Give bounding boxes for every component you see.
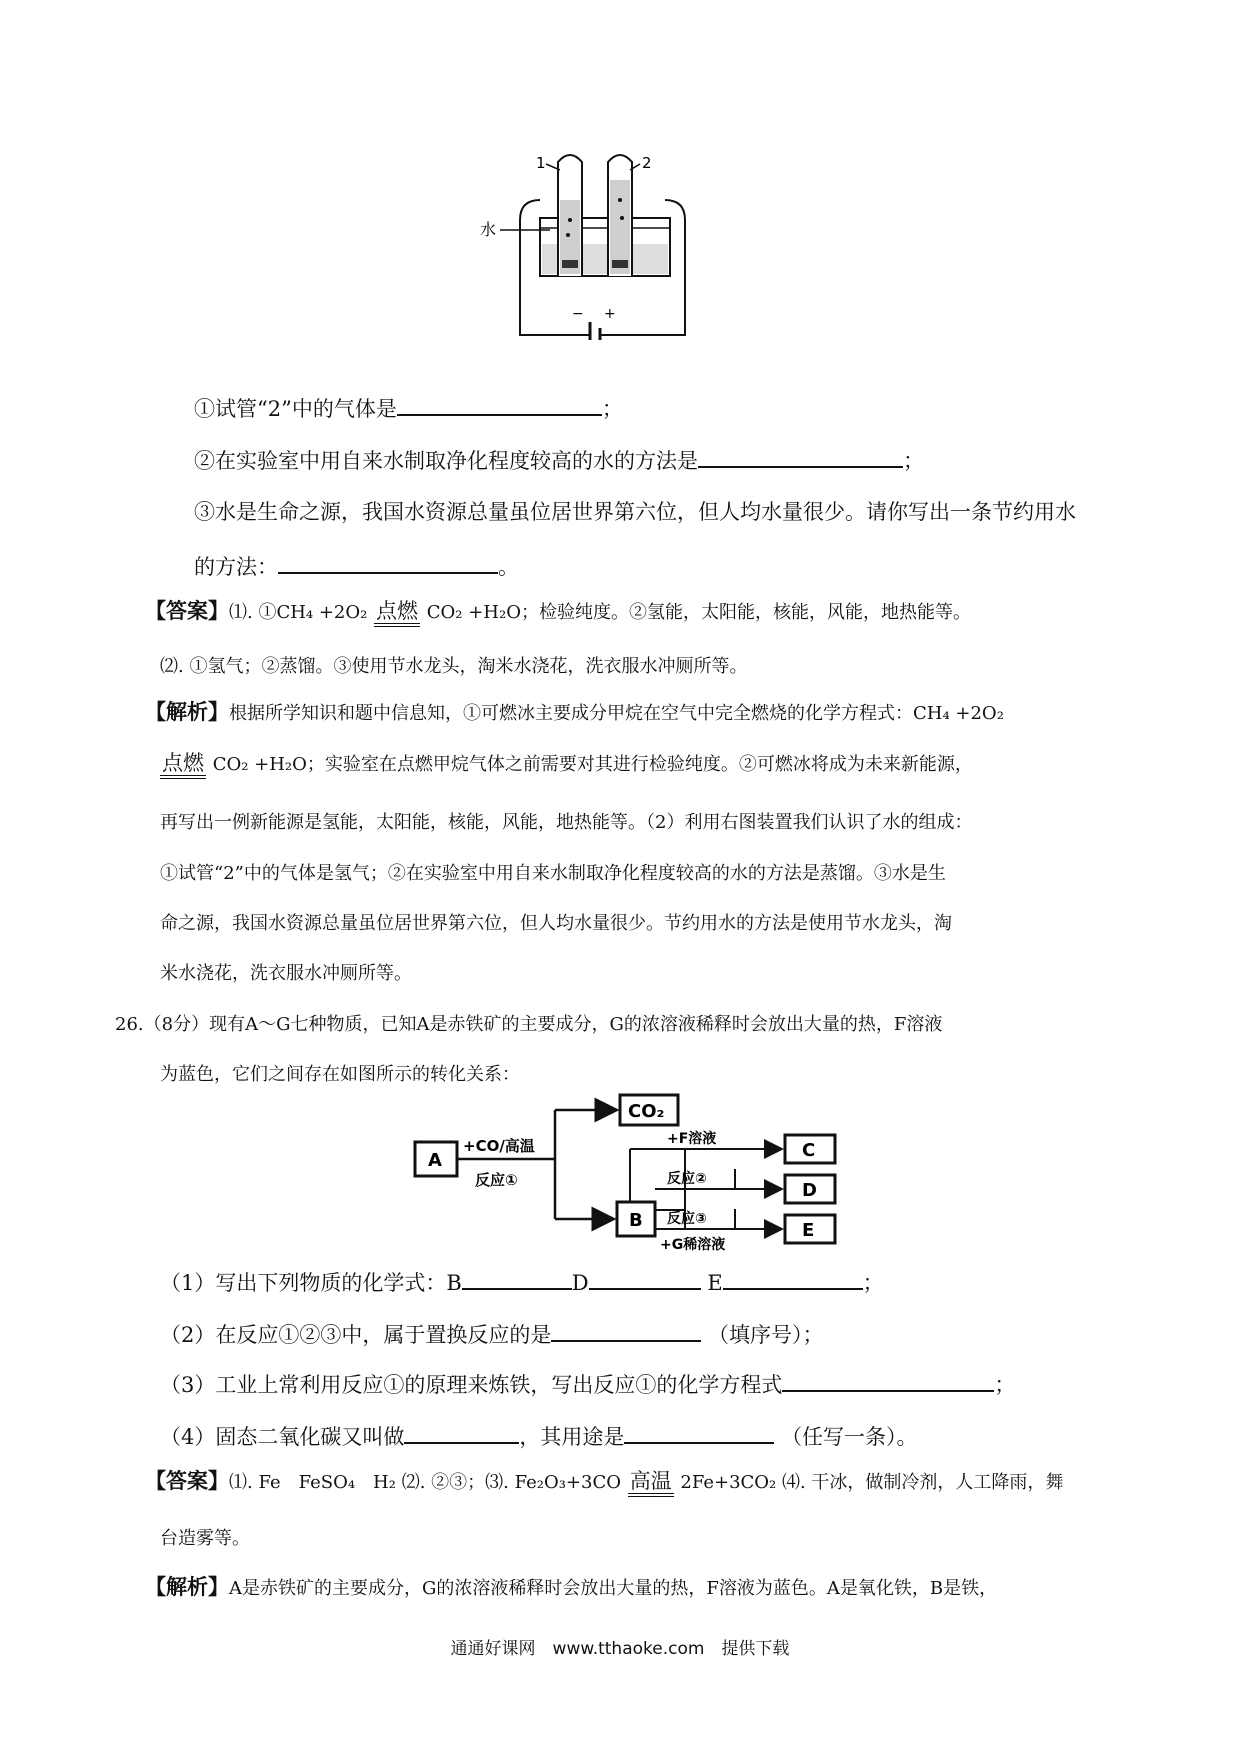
q26-sub3: （3）工业上常利用反应①的原理来炼铁，写出反应①的化学方程式 ； bbox=[160, 1368, 1015, 1400]
answer26-line2: 台造雾等。 bbox=[160, 1528, 250, 1549]
q26-sub1: （1）写出下列物质的化学式：B D E ； bbox=[160, 1266, 884, 1298]
arrow-r3-label: 反应③ bbox=[667, 1211, 707, 1227]
analysis25-line2: 点燃 CO₂ +H₂O；实验室在点燃甲烷气体之前需要对其进行检验纯度。②可燃冰将成为未来新能源， bbox=[160, 748, 973, 780]
box-co2-label: CO₂ bbox=[628, 1101, 665, 1122]
electrolysis-figure bbox=[480, 140, 720, 340]
answer25-line1: 【答案】⑴. ①CH₄ +2O₂ 点燃 CO₂ +H₂O；检验纯度。②氢能，太阳能，核能，风能，地热能等。 bbox=[145, 596, 971, 628]
blank-dry-ice[interactable] bbox=[404, 1420, 519, 1444]
q25-sub2-text: ②在实验室中用自来水制取净化程度较高的水的方法是 bbox=[194, 449, 698, 473]
battery-plus-label: + bbox=[604, 306, 616, 322]
box-a-label: A bbox=[428, 1150, 442, 1171]
blank-reaction[interactable] bbox=[551, 1318, 701, 1342]
tube-label-1: 1 bbox=[536, 154, 546, 172]
q25-sub2-blank[interactable] bbox=[698, 444, 903, 468]
q25-sub3: ③水是生命之源，我国水资源总量虽位居世界第六位，但人均水量很少。请你写出一条节约用水 bbox=[194, 500, 1076, 524]
analysis25-line3: 再写出一例新能源是氢能，太阳能，核能，风能，地热能等。（2）利用右图装置我们认识了水的组成： bbox=[160, 812, 973, 833]
battery-minus-label: − bbox=[572, 306, 584, 322]
blank-equation[interactable] bbox=[782, 1368, 994, 1392]
arrow-g-label: +G稀溶液 bbox=[660, 1237, 726, 1253]
condition-high-temp: 高温 bbox=[628, 1469, 674, 1497]
q25-sub1: ①试管“2”中的气体是 ； bbox=[194, 392, 623, 424]
arrow1-top-label: +CO/高温 bbox=[463, 1137, 535, 1155]
arrow-f-label: +F溶液 bbox=[667, 1131, 717, 1147]
analysis25-line1: 【解析】根据所学知识和题中信息知，①可燃冰主要成分甲烷在空气中完全燃烧的化学方程式：CH₄ +2O₂ bbox=[145, 699, 1004, 724]
answer25-line2: ⑵. ①氢气；②蒸馏。③使用节水龙头，淘米水浇花，洗衣服水冲厕所等。 bbox=[160, 656, 748, 677]
analysis25-line4: ①试管“2”中的气体是氢气；②在实验室中用自来水制取净化程度较高的水的方法是蒸馏。③水是生 bbox=[160, 863, 946, 884]
tube-label-2: 2 bbox=[642, 154, 652, 172]
page-footer: 通通好课网 www.tthaoke.com 提供下载 bbox=[450, 1639, 790, 1659]
q25-sub3-blank[interactable] bbox=[278, 550, 498, 574]
q26-sub4: （4）固态二氧化碳又叫做 ，其用途是 （任写一条）。 bbox=[160, 1420, 918, 1452]
q25-sub1-blank[interactable] bbox=[397, 392, 602, 416]
water-label: 水 bbox=[480, 220, 497, 239]
analysis26-line1: 【解析】A是赤铁矿的主要成分，G的浓溶液稀释时会放出大量的热，F溶液为蓝色。A是氧化铁，B是铁， bbox=[145, 1574, 998, 1599]
box-d-label: D bbox=[802, 1180, 817, 1201]
analysis-tag: 【解析】 bbox=[145, 699, 229, 724]
condition-ignite: 点燃 bbox=[374, 599, 420, 627]
analysis25-line6: 米水浇花，洗衣服水冲厕所等。 bbox=[160, 963, 412, 984]
arrow1-bottom-label: 反应① bbox=[475, 1171, 518, 1189]
q25-sub3-cont: 的方法： 。 bbox=[194, 550, 519, 582]
analysis25-line5: 命之源，我国水资源总量虽位居世界第六位，但人均水量很少。节约用水的方法是使用节水龙头，淘 bbox=[160, 913, 952, 934]
condition-ignite-2: 点燃 bbox=[160, 751, 206, 779]
reaction-diagram bbox=[405, 1085, 885, 1255]
box-c-label: C bbox=[802, 1140, 816, 1161]
blank-b[interactable] bbox=[462, 1266, 572, 1290]
arrow-r2-label: 反应② bbox=[667, 1171, 707, 1187]
blank-e[interactable] bbox=[723, 1266, 863, 1290]
q25-sub1-text: ①试管“2”中的气体是 bbox=[194, 397, 397, 421]
q26-line1: 26.（8分）现有A～G七种物质，已知A是赤铁矿的主要成分，G的浓溶液稀释时会放出大量的热，F溶液 bbox=[115, 1014, 943, 1035]
blank-use[interactable] bbox=[624, 1420, 774, 1444]
q26-line2: 为蓝色，它们之间存在如图所示的转化关系： bbox=[160, 1064, 520, 1085]
blank-d[interactable] bbox=[589, 1266, 701, 1290]
box-e-label: E bbox=[802, 1220, 815, 1241]
q26-sub2: （2）在反应①②③中，属于置换反应的是 （填序号）； bbox=[160, 1318, 824, 1350]
answer26-line1: 【答案】⑴. Fe FeSO₄ H₂ ⑵. ②③；⑶. Fe₂O₃+3CO 高温 2Fe+3CO₂ ⑷. 干冰，做制冷剂，人工降雨，舞 bbox=[145, 1466, 1063, 1498]
answer-tag: 【答案】 bbox=[145, 598, 229, 623]
box-b-label: B bbox=[629, 1210, 643, 1231]
q25-sub2: ②在实验室中用自来水制取净化程度较高的水的方法是 ； bbox=[194, 444, 924, 476]
